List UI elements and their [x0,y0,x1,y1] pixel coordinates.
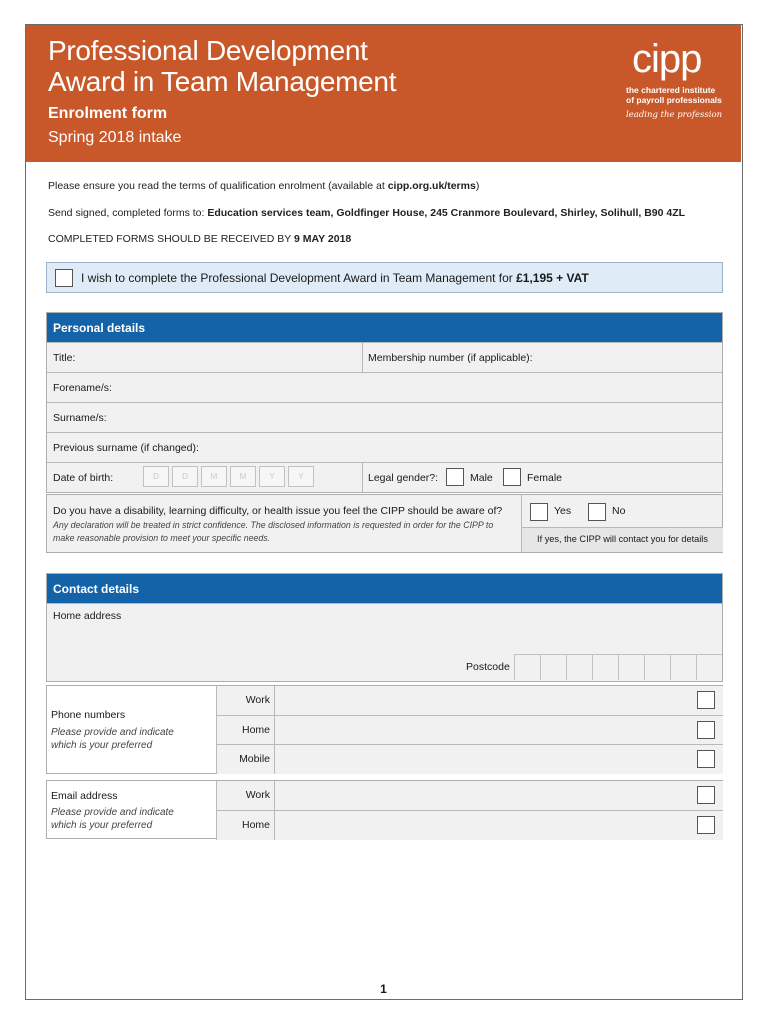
deadline-instruction: COMPLETED FORMS SHOULD BE RECEIVED BY 9 MAY 2018 [48,233,352,245]
phone-mobile-label: Mobile [217,745,275,774]
divider [362,343,363,372]
gender-female-checkbox[interactable] [503,468,521,486]
email-work-preferred-checkbox[interactable] [697,786,715,804]
home-address-field[interactable] [47,603,722,681]
form-title-line2: Award in Team Management [48,66,397,97]
postcode-cell[interactable] [540,654,566,680]
postcode-cell[interactable] [696,654,722,680]
cipp-logo-line1: the chartered institute [626,85,716,95]
personal-details-heading: Personal details [47,313,722,342]
dob-year-2[interactable]: Y [288,466,314,487]
phone-numbers-note: Please provide and indicate which is your preferred [51,727,174,751]
phone-numbers-box [46,685,723,774]
gender-male-label: Male [470,472,493,484]
phone-mobile-row[interactable] [216,744,723,774]
dob-input[interactable] [143,466,317,488]
forename-row[interactable] [47,372,722,402]
phone-home-label: Home [217,716,275,745]
phone-work-row[interactable] [216,686,723,715]
send-instruction: Send signed, completed forms to: Education services team, Goldfinger House, 245 Cranmore Boulevard, Shirley, Solihull, B90 4ZL [48,207,686,219]
phone-mobile-preferred-checkbox[interactable] [697,750,715,768]
disability-yes-checkbox[interactable] [530,503,548,521]
dob-field-label: Date of birth: [53,472,114,484]
disability-note: Any declaration will be treated in strict confidence. The disclosed information is requested in order for the CIPP to make reasonable provision to meet your specific needs. [53,520,494,543]
dob-gender-row [47,462,722,492]
disability-answer-panel [521,495,723,552]
dob-month-2[interactable]: M [230,466,256,487]
postcode-cell[interactable] [644,654,670,680]
postcode-cell[interactable] [592,654,618,680]
email-address-note: Please provide and indicate which is your preferred [51,807,174,831]
divider [362,463,363,492]
postcode-label: Postcode [466,661,510,673]
phone-work-label: Work [217,686,275,715]
disability-footer-note: If yes, the CIPP will contact you for details [522,527,723,552]
email-home-preferred-checkbox[interactable] [697,816,715,834]
disability-section [46,494,723,553]
cipp-logo [626,39,734,129]
dob-month-1[interactable]: M [201,466,227,487]
enrolment-confirm-box [46,262,723,293]
form-subtitle: Enrolment form [48,105,168,122]
cipp-logo-tagline: leading the profession [626,110,723,120]
contact-details-heading: Contact details [47,574,722,603]
title-field-label: Title: [53,352,76,364]
postcode-cell[interactable] [618,654,644,680]
title-membership-row [47,342,722,372]
previous-surname-field-label: Previous surname (if changed): [53,442,199,454]
terms-instruction: Please ensure you read the terms of qualification enrolment (available at cipp.org.uk/terms) [48,180,480,192]
email-work-label: Work [217,781,275,810]
previous-surname-row[interactable] [47,432,722,462]
page-number: 1 [380,982,387,996]
postcode-input[interactable] [514,654,722,680]
cipp-logo-mark: cipp [632,37,702,81]
phone-numbers-info [47,686,216,773]
disability-no-label: No [612,505,626,517]
phone-work-preferred-checkbox[interactable] [697,691,715,709]
dob-year-1[interactable]: Y [259,466,285,487]
terms-link[interactable]: cipp.org.uk/terms [387,180,476,192]
phone-numbers-title: Phone numbers [51,709,126,721]
email-home-row[interactable] [216,810,723,840]
contact-details-section [46,573,723,682]
phone-home-preferred-checkbox[interactable] [697,721,715,739]
intake-label: Spring 2018 intake [48,129,182,146]
home-address-label: Home address [53,610,122,622]
personal-details-section [46,312,723,493]
disability-question: Do you have a disability, learning difficulty, or health issue you feel the CIPP should be aware of? [53,505,503,517]
cipp-logo-line2: of payroll professionals [626,95,722,105]
forename-field-label: Forename/s: [53,382,112,394]
email-work-row[interactable] [216,781,723,810]
surname-field-label: Surname/s: [53,412,107,424]
email-home-label: Home [217,811,275,840]
deadline-date: 9 MAY 2018 [294,233,352,245]
enrolment-form-page [25,24,743,1000]
email-address-info [47,781,216,838]
disability-yes-label: Yes [554,505,572,517]
gender-field-label: Legal gender?: [368,472,439,484]
dob-day-2[interactable]: D [172,466,198,487]
postcode-cell[interactable] [670,654,696,680]
gender-male-checkbox[interactable] [446,468,464,486]
email-address-title: Email address [51,790,118,802]
enrolment-confirm-checkbox[interactable] [55,269,73,287]
form-title [48,35,396,97]
surname-row[interactable] [47,402,722,432]
postcode-cell[interactable] [514,654,540,680]
dob-day-1[interactable]: D [143,466,169,487]
disability-no-checkbox[interactable] [588,503,606,521]
enrolment-confirm-label: I wish to complete the Professional Development Award in Team Management for £1,195 + VAT [81,271,589,285]
form-title-line1: Professional Development [48,35,368,66]
postal-address: Education services team, Goldfinger House, 245 Cranmore Boulevard, Shirley, Solihull, B90 4ZL [207,207,686,219]
gender-female-label: Female [527,472,563,484]
postcode-cell[interactable] [566,654,592,680]
phone-home-row[interactable] [216,715,723,745]
email-address-box [46,780,723,839]
form-header [26,25,741,162]
course-price: £1,195 + VAT [516,271,589,285]
membership-field-label: Membership number (if applicable): [368,352,533,364]
